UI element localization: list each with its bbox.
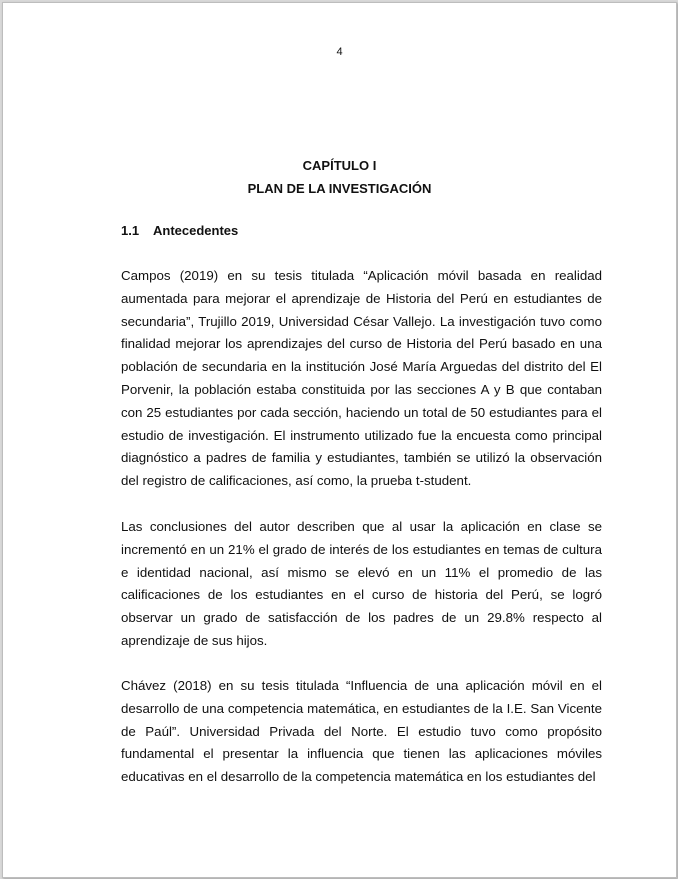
paragraph-1 — [121, 265, 602, 493]
section-heading — [121, 222, 238, 240]
paragraph-text: Campos (2019) en su tesis titulada “Aplicación móvil basada en realidad aumentada para mejorar el aprendizaje de Historia del Perú en estudiantes de secundaria”, Trujillo 2019, Universidad César Vallejo. La investigación tuvo como finalidad mejorar los aprendizajes del curso de Historia del Perú basado en una población de secundaria en la institución José María Arguedas del distrito del El Porvenir, la población estaba constituida por las secciones A y B que contaban con 25 estudiantes por cada sección, haciendo un total de 50 estudiantes para el estudio de investigación. El instrumento utilizado fue la encuesta como principal diagnóstico a padres de familia y estudiantes, también se utilizó la observación del registro de calificaciones, así como, la prueba t-student. — [121, 268, 602, 489]
chapter-title: PLAN DE LA INVESTIGACIÓN — [247, 181, 432, 196]
paragraph-3 — [121, 675, 602, 789]
section-number: 1.1 — [121, 223, 140, 238]
chapter-label: CAPÍTULO I — [302, 158, 377, 173]
section-title: Antecedentes — [153, 223, 239, 238]
paragraph-text: Chávez (2018) en su tesis titulada “Influencia de una aplicación móvil en el desarrollo de una competencia matemática, en estudiantes de la I.E. San Vicente de Paúl”. Universidad Privada del Norte. El estudio tuvo como propósito fundamental el presentar la influencia que tienen las aplicaciones móviles educativas en el desarrollo de la competencia matemática en los estudiantes del — [121, 678, 602, 785]
document-page — [2, 2, 677, 878]
paragraph-text: Las conclusiones del autor describen que al usar la aplicación en clase se incrementó en un 21% el grado de interés de los estudiantes en temas de cultura e identidad nacional, así mismo se elevó en un 11% el promedio de las calificaciones de los estudiantes en el curso de historia del Perú, se logró observar un grado de satisfacción de los padres de un 29.8% respecto al aprendizaje de sus hijos. — [121, 519, 602, 648]
paragraph-2 — [121, 516, 602, 653]
chapter-heading — [3, 154, 676, 200]
page-number: 4 — [336, 46, 343, 58]
